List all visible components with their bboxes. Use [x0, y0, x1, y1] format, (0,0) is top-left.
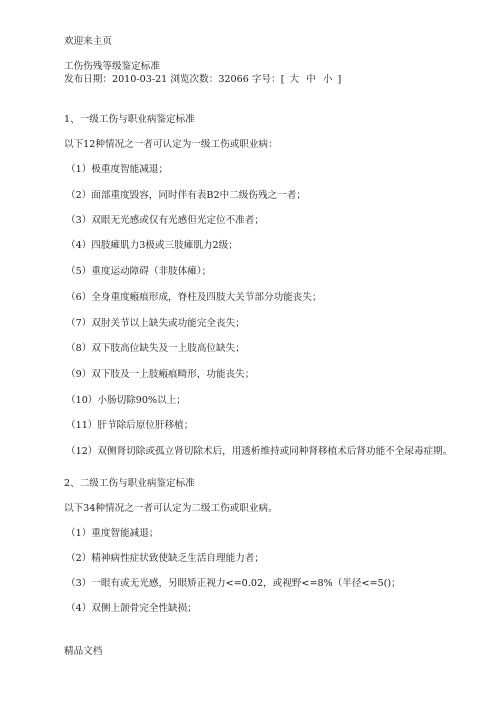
- font-large-link[interactable]: 大: [289, 74, 300, 85]
- section1-item: （1）极重度智能减退；: [66, 164, 169, 175]
- section1-item: （6）全身重度瘢痕形成，脊柱及四肢大关节部分功能丧失；: [66, 292, 322, 303]
- views-label: 浏览次数：: [170, 74, 219, 85]
- section2-item: （4）双侧上颌骨完全性缺损；: [66, 603, 197, 614]
- page-footer-text: 精品文档: [64, 646, 103, 657]
- section1-item: （12）双侧肾切除或孤立肾切除术后，用透析维持或同种肾移植术后肾功能不全尿毒症期。: [66, 446, 453, 457]
- section1-item: （5）重度运动障碍（非肢体瘫）；: [66, 266, 212, 277]
- date-label: 发布日期：: [64, 74, 112, 85]
- section1-item: （7）双肘关节以上缺失或功能完全丧失；: [66, 318, 245, 329]
- view-count: 32066: [218, 74, 249, 85]
- section1-item: （9）双下肢及一上肢瘢痕畸形，功能丧失；: [66, 369, 255, 380]
- section1-item: （3）双眼无光感或仅有光感但光定位不准者；: [66, 215, 264, 226]
- section1-heading: 1、一级工伤与职业病鉴定标准: [64, 114, 195, 125]
- section2-intro: 以下34种情况之一者可认定为二级工伤或职业病。: [64, 503, 278, 514]
- section1-item: （4）四肢瘫肌力3极或三肢瘫肌力2级；: [66, 240, 238, 251]
- section1-intro: 以下12种情况之一者可认定为一级工伤或职业病：: [64, 139, 278, 150]
- font-medium-link[interactable]: 中: [306, 74, 316, 85]
- section2-item: （1）重度智能减退；: [66, 528, 159, 539]
- section2-heading: 2、二级工伤与职业病鉴定标准: [64, 478, 195, 489]
- section1-item: （10）小肠切除90%以上；: [66, 395, 186, 406]
- page-header-text: 欢迎来主页: [64, 36, 112, 47]
- publish-meta: [64, 74, 341, 86]
- section1-item: （8）双下肢高位缺失及一上肢高位缺失；: [66, 343, 245, 354]
- publish-date: 2010-03-21: [111, 74, 168, 85]
- section2-item: （3）一眼有或无光感，另眼矫正视力<=0.02，或视野<=8%（半径<=5()；: [66, 578, 401, 589]
- section1-item: （11）肝节除后原位肝移植；: [66, 420, 194, 431]
- section1-item: （2）面部重度毁容，同时伴有表B2中二级伤残之一者；: [66, 190, 306, 201]
- page-title: 工伤伤残等级鉴定标准: [64, 61, 160, 72]
- font-small-link[interactable]: 小: [322, 74, 333, 85]
- font-size-label: 字号：[: [251, 74, 285, 85]
- font-size-close: ]: [337, 74, 342, 85]
- section2-item: （2）精神病性症状致使缺乏生活自理能力者；: [66, 553, 264, 564]
